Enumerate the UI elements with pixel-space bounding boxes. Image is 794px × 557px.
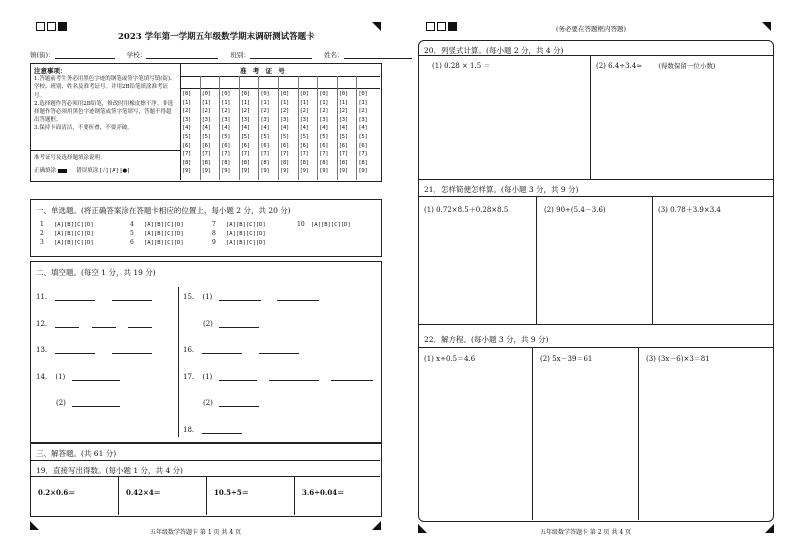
exam-digit-bubble[interactable]: [6] (299, 142, 309, 149)
notes-title: 注意事项： (34, 67, 67, 75)
exam-digit-bubble[interactable]: [0] (319, 91, 329, 97)
corner-mark-right-br (765, 524, 774, 533)
mcq-number: 1 (40, 221, 44, 228)
exam-digit-bubble[interactable]: [6] (201, 142, 211, 149)
mcq-option-d[interactable]: [D] (83, 231, 94, 237)
exam-digit-bubble[interactable]: [6] (260, 142, 270, 149)
exam-digit-bubble[interactable]: [5] (260, 134, 270, 140)
blank-item-18: 18. (183, 425, 242, 434)
exam-digit-bubble[interactable]: [7] (299, 151, 309, 158)
exam-digit-bubble[interactable]: [3] (182, 116, 192, 123)
mcq-option-c[interactable]: [C] (330, 222, 341, 228)
exam-digit-bubble[interactable]: [5] (240, 134, 250, 140)
mcq-question-4 (130, 221, 184, 228)
blank-item-17-1: 17. (1) (183, 372, 373, 381)
field-class-input[interactable] (250, 50, 312, 59)
mcq-option-c[interactable]: [C] (73, 231, 84, 237)
mcq-option-d[interactable]: [D] (83, 240, 94, 246)
note-item-2: 2.选择题作答必须用2B铅笔，修改时用橡皮擦干净。非选择题作答必须用黑色字迹钢笔或签字笔填写，答题不得超出答题框。 (34, 100, 174, 124)
mcq-option-d[interactable]: [D] (173, 231, 184, 237)
blank-item-12: 12. (36, 319, 152, 328)
right-header-note: (务必要在答题框内答题) (556, 25, 627, 33)
blank-15-1b[interactable] (277, 292, 319, 301)
mcq-question-1 (40, 221, 94, 228)
mcq-option-c[interactable]: [C] (245, 231, 256, 237)
exam-digit-bubble[interactable]: [9] (280, 168, 290, 175)
q21-item-1: (1) 0.72×8.5＋0.28×8.5 (424, 206, 509, 214)
exam-digit-bubble[interactable]: [2] (280, 108, 290, 115)
exam-digit-bubble[interactable]: [8] (319, 159, 329, 166)
left-page-footer: 五年级数学答题卡 第 1 页 共 4 页 (150, 529, 242, 536)
exam-digit-bubble[interactable]: [4] (182, 125, 192, 132)
exam-digit-bubble[interactable]: [4] (338, 125, 348, 132)
q22-title: 22．解方程。(每小题 3 分，共 9 分) (424, 335, 549, 344)
blank-12-a[interactable] (55, 319, 79, 328)
exam-digit-bubble[interactable]: [0] (280, 91, 290, 97)
mcq-option-a[interactable]: [A] (54, 222, 64, 228)
blank-12-c[interactable] (128, 319, 152, 328)
blank-item-17-2: (2) (203, 398, 259, 407)
mcq-option-d[interactable]: [D] (255, 240, 266, 246)
exam-digit-bubble[interactable]: [1] (201, 99, 211, 106)
exam-digit-bubble[interactable]: [4] (260, 125, 270, 132)
exam-digit-bubble[interactable]: [4] (319, 125, 329, 132)
blank-item-11: 11. (36, 292, 152, 301)
mcq-option-a[interactable]: [A] (54, 240, 64, 246)
mcq-number: 3 (40, 239, 44, 246)
mcq-option-b[interactable]: [B] (235, 222, 246, 228)
q21-item-2: (2) 90÷(5.4－3.6) (544, 206, 606, 214)
mcq-option-a[interactable]: [A] (226, 222, 236, 228)
mcq-option-c[interactable]: [C] (163, 222, 174, 228)
section2-title: 二、填空题。(每空 1 分，共 19 分) (36, 268, 156, 277)
q19-item-3: 10.5÷5＝ (214, 488, 249, 497)
exam-digit-bubble[interactable]: [5] (280, 134, 290, 140)
exam-digit-bubble[interactable]: [3] (221, 116, 231, 123)
exam-digit-bubble[interactable]: [2] (240, 108, 250, 115)
mcq-option-a[interactable]: [A] (226, 231, 236, 237)
corner-mark-left-tr (372, 22, 381, 31)
corner-mark-left-br (372, 521, 381, 530)
blank-13-b[interactable] (112, 345, 152, 354)
q19-item-2: 0.42×4＝ (126, 488, 161, 497)
mcq-number: 6 (130, 239, 134, 246)
exam-digit-bubble[interactable]: [9] (358, 168, 368, 175)
mcq-number: 7 (212, 221, 216, 228)
exam-digit-bubble[interactable]: [3] (240, 116, 250, 123)
blank-17-2[interactable] (219, 398, 259, 407)
exam-digit-bubble[interactable]: [0] (201, 91, 211, 97)
mcq-option-d[interactable]: [D] (83, 222, 94, 228)
corner-mark-right-tr (762, 22, 771, 31)
exam-digit-bubble[interactable]: [2] (338, 108, 348, 115)
blank-18[interactable] (202, 425, 242, 434)
mcq-option-c[interactable]: [C] (245, 222, 256, 228)
exam-digit-bubble[interactable]: [3] (338, 116, 348, 123)
blank-14-2[interactable] (72, 398, 120, 407)
blank-15-2[interactable] (219, 319, 259, 328)
q20-title: 20．列竖式计算。(每小题 2 分，共 4 分) (424, 46, 564, 55)
mcq-question-3 (40, 239, 94, 246)
mcq-option-c[interactable]: [C] (73, 222, 84, 228)
exam-digit-bubble[interactable]: [1] (338, 99, 348, 106)
correct-fill-label: 正确填涂 (34, 168, 57, 174)
exam-digit-bubble[interactable]: [6] (240, 142, 250, 149)
q19-title: 19．直接写出得数。(每小题 1 分，共 4 分) (36, 466, 183, 475)
q20-item-1: (1) 0.28 × 1.5 ＝ (432, 62, 491, 70)
mcq-question-5 (130, 230, 184, 237)
exam-digit-bubble[interactable]: [9] (182, 168, 192, 175)
exam-digit-bubble[interactable]: [8] (260, 159, 270, 166)
exam-number-label: 准 考 证 号 (240, 67, 287, 75)
mcq-option-c[interactable]: [C] (163, 240, 174, 246)
exam-digit-bubble[interactable]: [4] (299, 125, 309, 132)
blank-13-a[interactable] (55, 345, 95, 354)
exam-digit-bubble[interactable]: [4] (358, 125, 368, 132)
q21-item-3: (3) 0.78＋3.9×3.4 (658, 206, 721, 214)
exam-digit-bubble[interactable]: [2] (221, 108, 231, 115)
q20-item-2-note: (得数保留一位小数) (658, 62, 716, 70)
mcq-option-b[interactable]: [B] (153, 231, 164, 237)
exam-digit-bubble[interactable]: [1] (182, 99, 192, 106)
exam-digit-bubble[interactable]: [1] (221, 99, 231, 106)
exam-digit-bubble[interactable]: [9] (201, 168, 211, 175)
exam-digit-bubble[interactable]: [3] (319, 116, 329, 123)
mcq-option-c[interactable]: [C] (163, 231, 174, 237)
exam-digit-bubble[interactable]: [2] (299, 108, 309, 115)
mcq-option-b[interactable]: [B] (235, 240, 246, 246)
exam-digit-bubble[interactable]: [6] (358, 142, 368, 149)
blank-16-b[interactable] (259, 345, 299, 354)
mcq-number: 4 (130, 221, 134, 228)
mcq-option-d[interactable]: [D] (173, 222, 184, 228)
section3-title: 三、解答题。(共 61 分) (36, 449, 117, 458)
exam-digit-bubble[interactable]: [2] (182, 108, 192, 115)
exam-digit-bubble[interactable]: [6] (221, 142, 231, 149)
note-item-3: 3.保持卡面清洁，不要折叠、不要弄破。 (34, 125, 133, 132)
exam-digit-bubble[interactable]: [2] (358, 108, 368, 115)
exam-digit-bubble[interactable]: [1] (240, 99, 250, 106)
exam-digit-bubble[interactable]: [4] (280, 125, 290, 132)
mcq-option-a[interactable]: [A] (226, 240, 236, 246)
mcq-option-d[interactable]: [D] (255, 222, 266, 228)
blank-17-1c[interactable] (331, 372, 373, 381)
exam-digit-bubble[interactable]: [9] (260, 168, 270, 175)
blank-16-a[interactable] (202, 345, 242, 354)
exam-digit-bubble[interactable]: [0] (221, 91, 231, 97)
blank-15-1a[interactable] (219, 292, 261, 301)
field-town-input[interactable] (55, 50, 115, 59)
right-main-box (418, 40, 774, 522)
q22-item-2: (2) 5x－39＝61 (540, 355, 593, 363)
blank-item-15-1: 15. (1) (183, 292, 319, 301)
q19-item-4: 3.6÷0.04＝ (302, 488, 345, 497)
wrong-fill-marks: [✓] [✗] [●] (100, 168, 130, 174)
exam-digit-bubble[interactable]: [3] (201, 116, 211, 123)
exam-digit-bubble[interactable]: [7] (338, 151, 348, 158)
corner-mark-left-bl (30, 521, 39, 530)
field-name-input[interactable] (344, 50, 412, 59)
mcq-number: 5 (130, 230, 134, 237)
exam-digit-bubble[interactable]: [6] (338, 142, 348, 149)
mcq-option-b[interactable]: [B] (320, 222, 331, 228)
exam-digit-bubble[interactable]: [0] (299, 91, 309, 97)
exam-digit-bubble[interactable]: [1] (280, 99, 290, 106)
exam-digit-bubble[interactable]: [0] (358, 91, 368, 97)
wrong-fill-label: 错误填涂 (76, 168, 99, 174)
exam-digit-bubble[interactable]: [4] (221, 125, 231, 132)
blank-17-1b[interactable] (269, 372, 319, 381)
blank-item-13: 13. (36, 345, 152, 354)
mcq-option-d[interactable]: [D] (255, 231, 266, 237)
exam-digit-bubble[interactable]: [7] (358, 151, 368, 158)
exam-digit-bubble[interactable]: [3] (260, 116, 270, 123)
mcq-option-b[interactable]: [B] (153, 240, 164, 246)
blank-11-b[interactable] (112, 292, 152, 301)
mcq-number: 2 (40, 230, 44, 237)
section1-title: 一、单选题。(将正确答案涂在答题卡相应的位置上，每小题 2 分，共 20 分) (36, 206, 291, 215)
blank-item-14-2: (2) (56, 398, 120, 407)
exam-digit-bubble[interactable]: [0] (182, 91, 192, 97)
blank-11-a[interactable] (55, 292, 95, 301)
exam-digit-bubble[interactable]: [5] (201, 134, 211, 140)
field-class-label: 班别： (230, 51, 250, 59)
field-school-label: 学校： (126, 51, 147, 59)
exam-digit-bubble[interactable]: [1] (358, 99, 368, 106)
exam-digit-bubble[interactable]: [5] (299, 134, 309, 140)
exam-digit-bubble[interactable]: [3] (280, 116, 290, 123)
exam-digit-bubble[interactable]: [1] (299, 99, 309, 106)
exam-digit-bubble[interactable]: [9] (299, 168, 309, 175)
exam-digit-bubble[interactable]: [2] (260, 108, 270, 115)
exam-digit-bubble[interactable]: [8] (280, 159, 290, 166)
exam-digit-bubble[interactable]: [5] (358, 134, 368, 140)
exam-digit-bubble[interactable]: [7] (240, 151, 250, 158)
exam-digit-bubble[interactable]: [0] (260, 91, 270, 97)
mcq-option-d[interactable]: [D] (173, 240, 184, 246)
exam-digit-bubble[interactable]: [7] (280, 151, 290, 158)
mcq-option-c[interactable]: [C] (73, 240, 84, 246)
field-name-label: 姓名： (324, 51, 344, 59)
field-school-input[interactable] (146, 50, 218, 59)
mcq-option-d[interactable]: [D] (340, 222, 351, 228)
blank-item-14-1: 14. (1) (36, 372, 120, 381)
exam-digit-bubble[interactable]: [8] (240, 159, 250, 166)
blank-item-16: 16. (183, 345, 299, 354)
mcq-number: 9 (212, 239, 216, 246)
exam-digit-bubble[interactable]: [9] (240, 168, 250, 175)
mcq-option-b[interactable]: [B] (63, 222, 74, 228)
exam-digit-bubble[interactable]: [8] (338, 159, 348, 166)
blank-item-15-2: (2) (203, 319, 259, 328)
blank-12-b[interactable] (92, 319, 116, 328)
field-town-label: 镇(街)： (30, 51, 55, 59)
right-page-footer: 五年级数学答题卡 第 2 页 共 4 页 (540, 529, 632, 536)
mcq-option-a[interactable]: [A] (144, 231, 154, 237)
exam-digit-bubble[interactable]: [9] (221, 168, 231, 175)
exam-digit-bubble[interactable]: [2] (201, 108, 211, 115)
q22-item-1: (1) x÷0.5＝4.6 (424, 355, 476, 363)
blank-17-1a[interactable] (219, 372, 257, 381)
exam-digit-bubble[interactable]: [5] (319, 134, 329, 140)
note-item-1: 1.答题前考生务必用黑色字迹的钢笔或签字笔填写镇(街)、学校、班别、姓名及准考证号。并用2B铅笔填涂准考证号。 (34, 76, 176, 99)
exam-digit-bubble[interactable]: [7] (319, 151, 329, 158)
left-page-title: 2023 学年第一学期五年级数学期末调研测试答题卡 (118, 32, 315, 42)
barcode-logo-right (426, 22, 457, 31)
exam-digit-bubble[interactable]: [0] (338, 91, 348, 97)
exam-digit-bubble[interactable]: [8] (201, 159, 211, 166)
exam-digit-bubble[interactable]: [7] (260, 151, 270, 158)
exam-digit-bubble[interactable]: [6] (182, 142, 192, 149)
mcq-option-a[interactable]: [A] (311, 222, 321, 228)
mcq-question-10 (297, 221, 351, 228)
exam-digit-bubble[interactable]: [6] (280, 142, 290, 149)
exam-digit-bubble[interactable]: [4] (201, 125, 211, 132)
barcode-logo-left (36, 22, 67, 31)
exam-digit-bubble[interactable]: [8] (299, 159, 309, 166)
exam-digit-bubble[interactable]: [9] (319, 168, 329, 175)
fill-example-row (34, 166, 129, 174)
exam-digit-bubble[interactable]: [5] (182, 134, 192, 140)
mcq-question-9 (212, 239, 266, 246)
mcq-option-c[interactable]: [C] (245, 240, 256, 246)
mcq-option-b[interactable]: [B] (63, 240, 74, 246)
q20-item-2: (2) 6.4÷3.4≈ (得数保留一位小数) (596, 62, 716, 70)
mcq-question-8 (212, 230, 266, 237)
q19-item-1: 0.2×0.6＝ (38, 488, 76, 497)
notes-panel (34, 67, 176, 133)
mcq-option-b[interactable]: [B] (63, 231, 74, 237)
exam-digit-bubble[interactable]: [7] (221, 151, 231, 158)
mcq-option-a[interactable]: [A] (144, 240, 154, 246)
exam-digit-bubble[interactable]: [5] (221, 134, 231, 140)
corner-mark-right-bl (418, 524, 427, 533)
exam-digit-bubble[interactable]: [3] (299, 116, 309, 123)
mcq-option-b[interactable]: [B] (153, 222, 164, 228)
exam-digit-bubble[interactable]: [1] (319, 99, 329, 106)
mcq-option-a[interactable]: [A] (144, 222, 154, 228)
correct-fill-mark (58, 169, 67, 173)
fill-note: 准考证号及选择题填涂说明： (34, 155, 106, 161)
exam-digit-bubble[interactable]: [3] (358, 116, 368, 123)
exam-digit-bubble[interactable]: [5] (338, 134, 348, 140)
info-fields-row (30, 50, 412, 59)
mcq-question-6 (130, 239, 184, 246)
q21-title: 21．怎样简便怎样算。(每小题 3 分，共 9 分) (424, 185, 579, 194)
exam-digit-bubble[interactable]: [8] (182, 159, 192, 166)
mcq-number: 10 (297, 221, 305, 228)
exam-digit-bubble[interactable]: [8] (358, 159, 368, 166)
exam-digit-bubble[interactable]: [2] (319, 108, 329, 115)
q22-item-3: (3) (3x－6)×3＝81 (646, 355, 710, 363)
exam-digit-bubble[interactable]: [8] (221, 159, 231, 166)
exam-digit-bubble[interactable]: [1] (260, 99, 270, 106)
exam-digit-bubble[interactable]: [0] (240, 91, 250, 97)
exam-digit-bubble[interactable]: [4] (240, 125, 250, 132)
mcq-number: 8 (212, 230, 216, 237)
mcq-question-7 (212, 221, 266, 228)
blank-14-1[interactable] (72, 372, 120, 381)
exam-digit-bubble[interactable]: [7] (182, 151, 192, 158)
mcq-option-a[interactable]: [A] (54, 231, 64, 237)
mcq-option-b[interactable]: [B] (235, 231, 246, 237)
exam-digit-bubble[interactable]: [6] (319, 142, 329, 149)
exam-digit-bubble[interactable]: [7] (201, 151, 211, 158)
mcq-question-2 (40, 230, 94, 237)
exam-digit-bubble[interactable]: [9] (338, 168, 348, 175)
